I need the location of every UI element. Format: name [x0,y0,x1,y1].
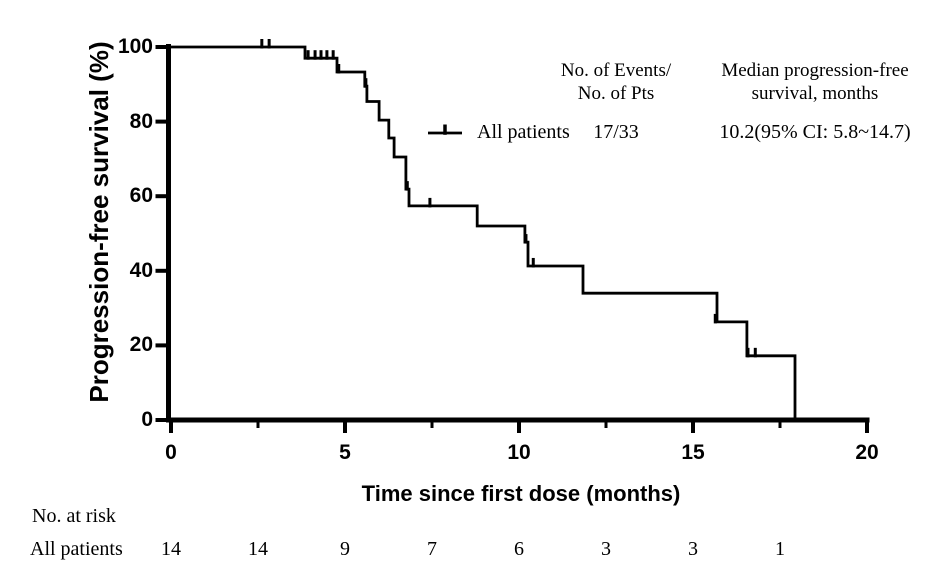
legend-median-value: 10.2(95% CI: 5.8~14.7) [719,121,911,143]
risk-count: 3 [601,538,611,560]
legend-events-value: 17/33 [593,121,639,143]
y-tick-label: 100 [117,35,153,58]
x-tick-label: 10 [507,441,531,464]
risk-table-title: No. at risk [32,505,116,527]
x-tick-label: 20 [855,441,879,464]
x-axis-title: Time since first dose (months) [361,481,681,506]
y-axis-title: Progression-free survival (%) [84,41,114,403]
legend-median-header-line1: Median progression-free [721,60,909,81]
risk-count: 14 [248,538,268,560]
risk-count: 7 [427,538,437,560]
legend-events-header-line2: No. of Pts [577,83,655,104]
risk-count: 6 [514,538,524,560]
legend-events-header-line1: No. of Events/ [560,60,672,81]
risk-count: 3 [688,538,698,560]
legend-series-name: All patients [477,121,570,143]
y-tick-label: 40 [129,258,153,282]
risk-count: 14 [161,538,181,560]
risk-count: 9 [340,538,350,560]
y-tick-label: 60 [129,184,153,208]
y-tick-label: 0 [141,408,153,431]
x-tick-label: 15 [681,441,705,464]
y-tick-label: 80 [129,109,153,133]
risk-row-label: All patients [30,538,123,560]
x-tick-label: 0 [165,441,177,464]
y-tick-label: 20 [129,333,153,357]
legend-median-header-line2: survival, months [751,83,879,104]
risk-count: 1 [775,538,785,560]
x-tick-label: 5 [339,441,351,464]
